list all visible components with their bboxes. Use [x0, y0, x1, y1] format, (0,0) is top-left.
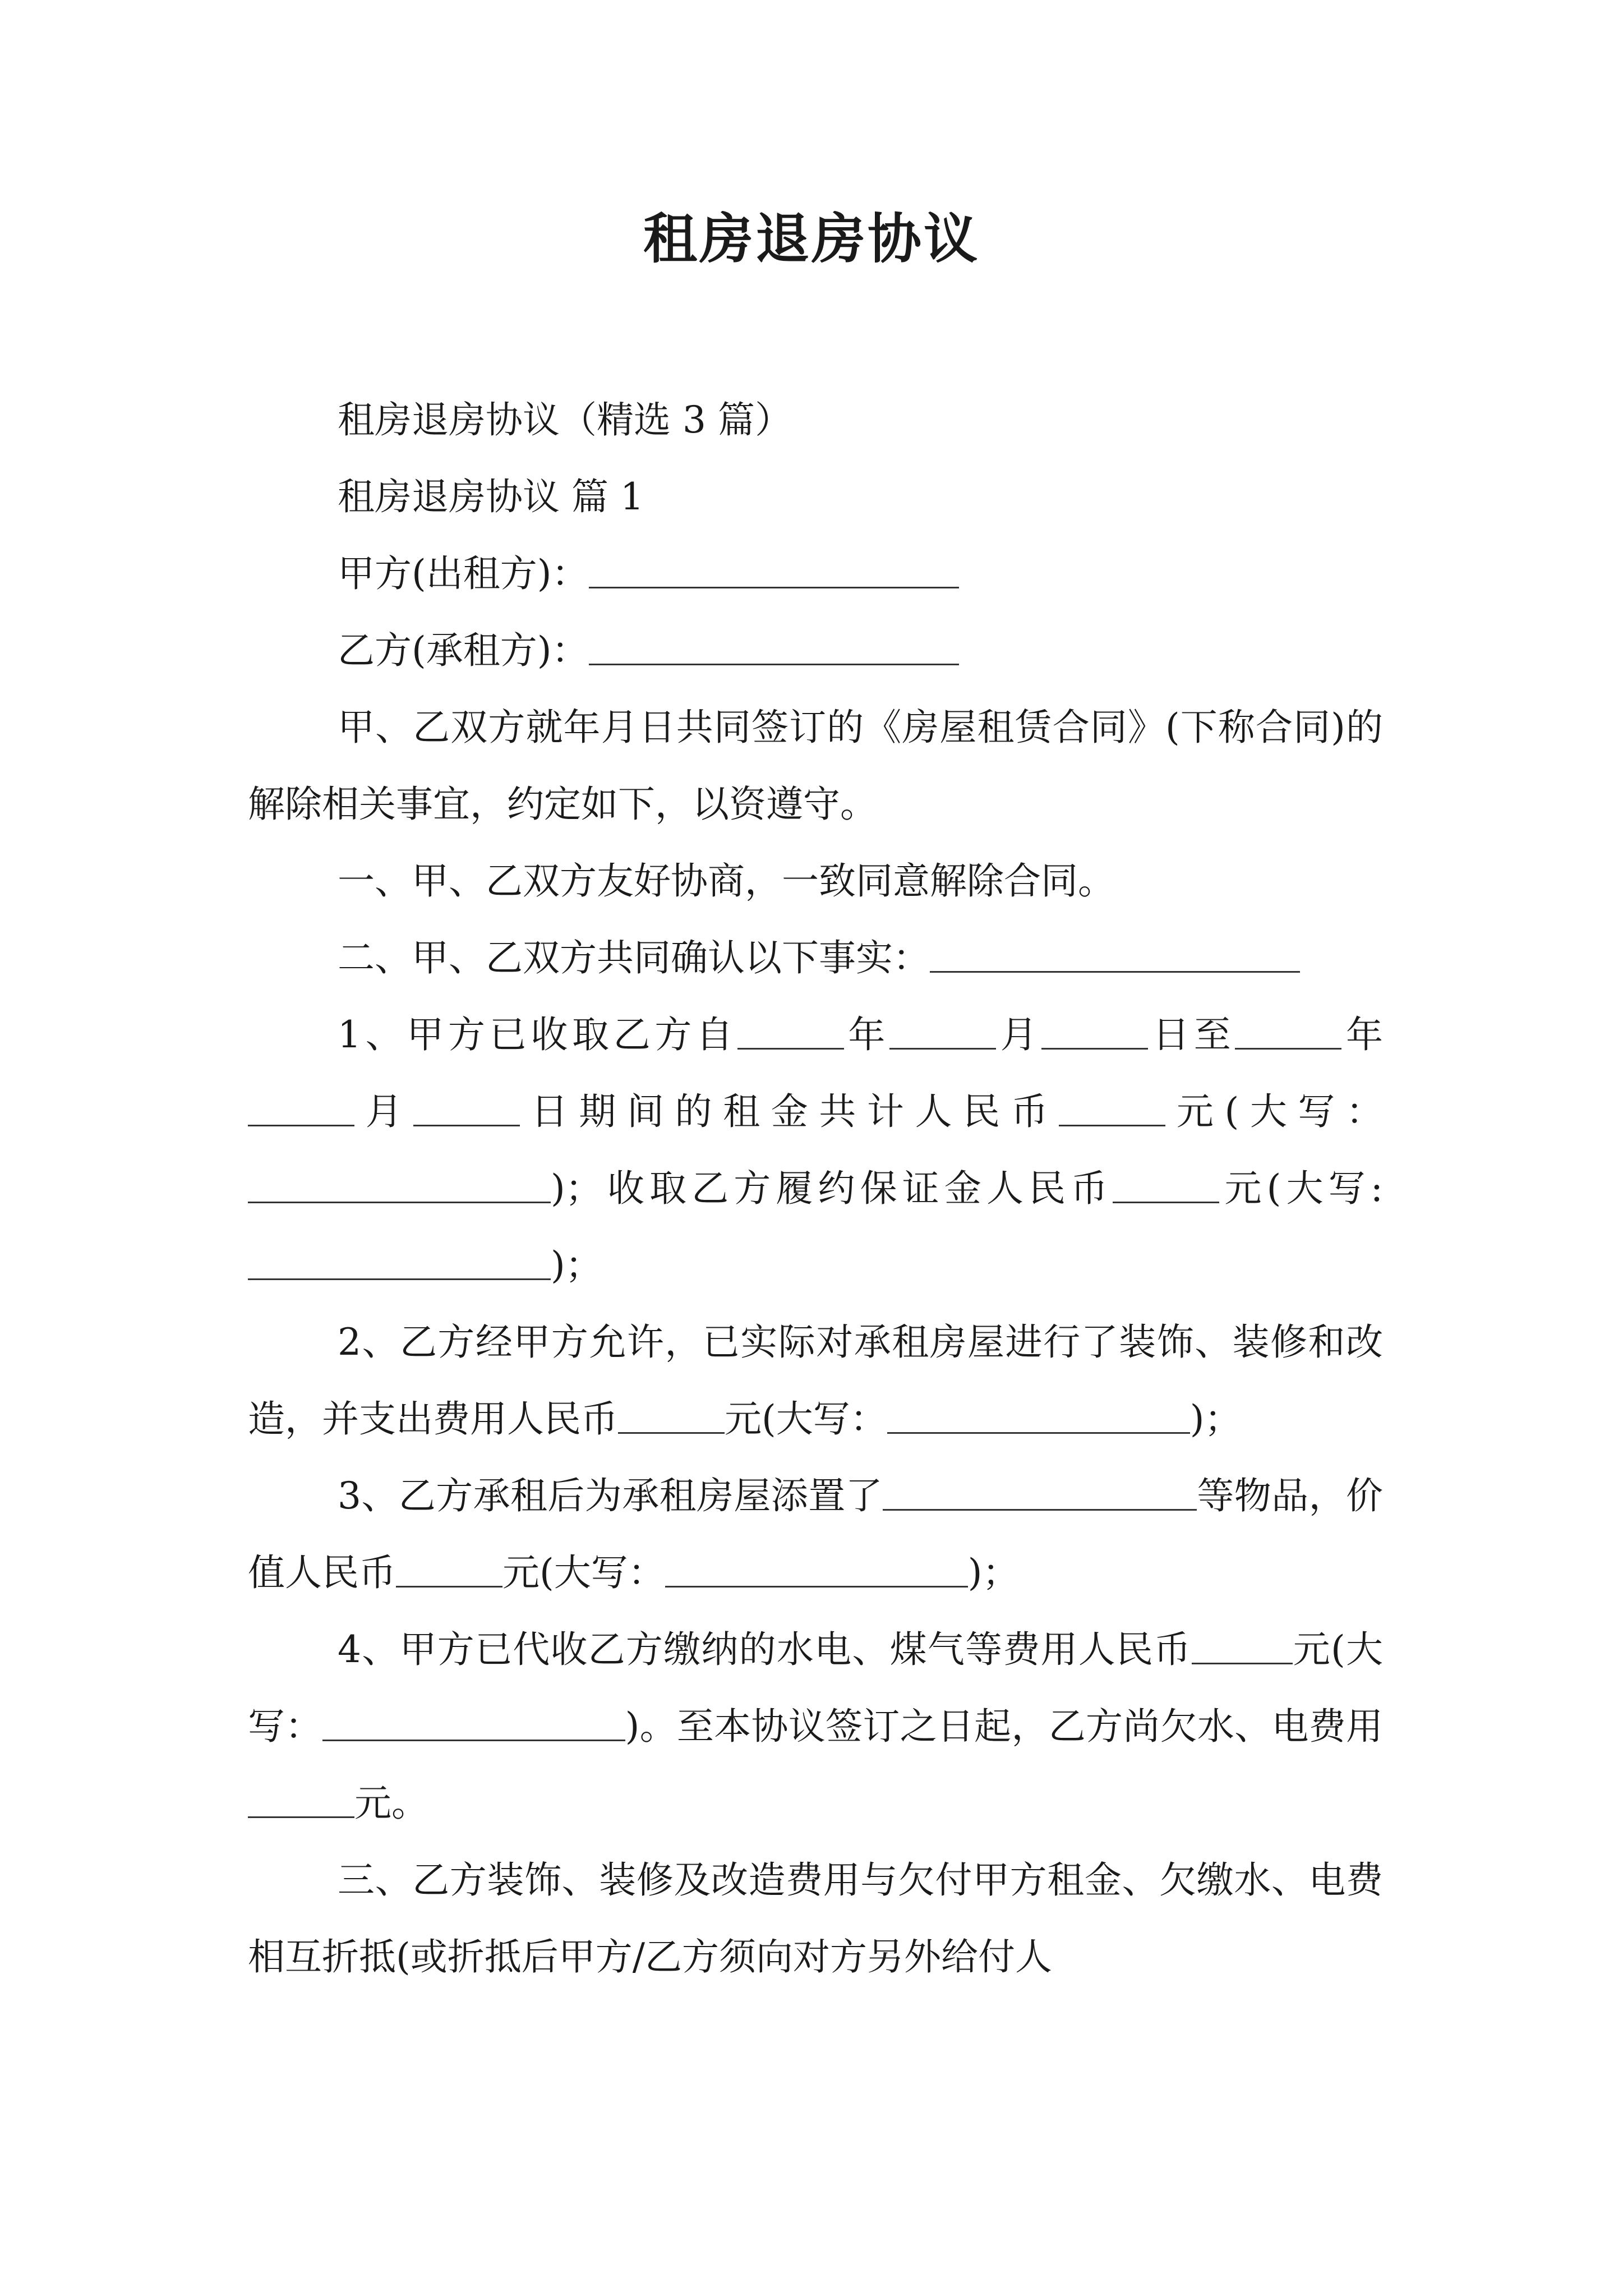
item-1-text-7: 日期间的租金共计人民币 — [520, 1090, 1059, 1133]
item-1-blank-deposit-words — [248, 1245, 551, 1280]
item-2-text-1: 2、乙方经甲方允许，已实际对承租房屋进行了装饰、装修和改造，并支出费用人民币 — [248, 1320, 1383, 1441]
item-3-text-2: 等物品，价值人民币 — [248, 1474, 1383, 1594]
paragraph-item-4 — [248, 1611, 1383, 1842]
item-2-text-2: 元(大写： — [725, 1397, 887, 1441]
item-4-text-4: 元。 — [354, 1782, 428, 1825]
party-b-blank — [589, 631, 959, 665]
item-1-text-5: 年 — [1341, 1013, 1384, 1056]
party-b-line — [248, 612, 1383, 689]
item-2-blank-words — [887, 1399, 1190, 1434]
party-a-line — [248, 535, 1383, 612]
item-3-blank-words — [665, 1553, 968, 1588]
item-4-blank-amount — [1192, 1630, 1293, 1664]
item-4-text-2: 元(大写： — [248, 1628, 1384, 1748]
item-1-blank-rent-amount — [1059, 1092, 1165, 1126]
item-4-text-1: 4、甲方已代收乙方缴纳的水电、煤气等费用人民币 — [338, 1628, 1192, 1671]
item-1-text-11: )； — [551, 1244, 602, 1287]
item-1-blank-year-start — [737, 1015, 844, 1050]
item-1-blank-month-start — [889, 1015, 996, 1050]
item-4-text-3: )。至本协议签订之日起，乙方尚欠水、电费用 — [625, 1705, 1384, 1748]
item-1-text-6: 月 — [354, 1090, 414, 1133]
item-3-blank-amount — [396, 1553, 502, 1588]
item-1-text-4: 日至 — [1148, 1013, 1235, 1056]
item-1-text-2: 年 — [843, 1013, 890, 1056]
paragraph-collection-title: 租房退房协议（精选 3 篇） — [338, 398, 792, 441]
clause-2-label: 二、甲、乙双方共同确认以下事实： — [338, 936, 930, 979]
item-1-blank-rent-words — [248, 1168, 551, 1203]
item-4-blank-words — [322, 1706, 625, 1741]
item-1-text-1: 1、甲方已收取乙方自 — [338, 1013, 737, 1056]
document-body — [248, 381, 1383, 1995]
item-2-text-3: )； — [1189, 1397, 1242, 1441]
item-2-blank-amount — [618, 1399, 725, 1434]
item-1-blank-deposit-amount — [1113, 1168, 1219, 1203]
item-1-text-8: 元(大写： — [1165, 1090, 1384, 1133]
party-b-label: 乙方(承租方)： — [338, 629, 589, 672]
item-1-blank-year-end — [1235, 1015, 1341, 1050]
item-4-blank-arrears — [248, 1783, 354, 1818]
document-title: 租房退房协议 — [643, 207, 980, 270]
paragraph-item-2 — [248, 1304, 1383, 1457]
item-1-text-9: )；收取乙方履约保证金人民币 — [551, 1167, 1113, 1210]
paragraph-part-heading: 租房退房协议 篇 1 — [338, 475, 644, 518]
paragraph-clause-2 — [248, 919, 1383, 996]
paragraph-preamble: 甲、乙双方就年月日共同签订的《房屋租赁合同》(下称合同)的解除相关事宜，约定如下，以资遵守。 — [248, 706, 1383, 826]
paragraph-clause-1: 一、甲、乙双方友好协商，一致同意解除合同。 — [338, 859, 1115, 903]
paragraph-item-3 — [248, 1457, 1383, 1611]
item-3-text-1: 3、乙方承租后为承租房屋添置了 — [338, 1474, 883, 1517]
item-3-text-4: )； — [967, 1551, 1020, 1594]
item-1-text-3: 月 — [996, 1013, 1042, 1056]
item-3-blank-items — [883, 1476, 1197, 1511]
clause-2-blank — [930, 938, 1300, 973]
paragraph-item-1 — [248, 996, 1383, 1304]
item-1-blank-month-end — [248, 1092, 354, 1126]
party-a-blank — [589, 554, 959, 588]
item-1-blank-day-end — [413, 1092, 520, 1126]
party-a-label: 甲方(出租方)： — [338, 552, 589, 595]
item-1-text-10: 元(大写: — [1219, 1167, 1383, 1210]
paragraph-clause-3: 三、乙方装饰、装修及改造费用与欠付甲方租金、欠缴水、电费相互折抵(或折抵后甲方/乙方须向对方另外给付人 — [248, 1858, 1383, 1978]
item-1-blank-day-start — [1041, 1015, 1148, 1050]
item-3-text-3: 元(大写： — [502, 1551, 665, 1594]
